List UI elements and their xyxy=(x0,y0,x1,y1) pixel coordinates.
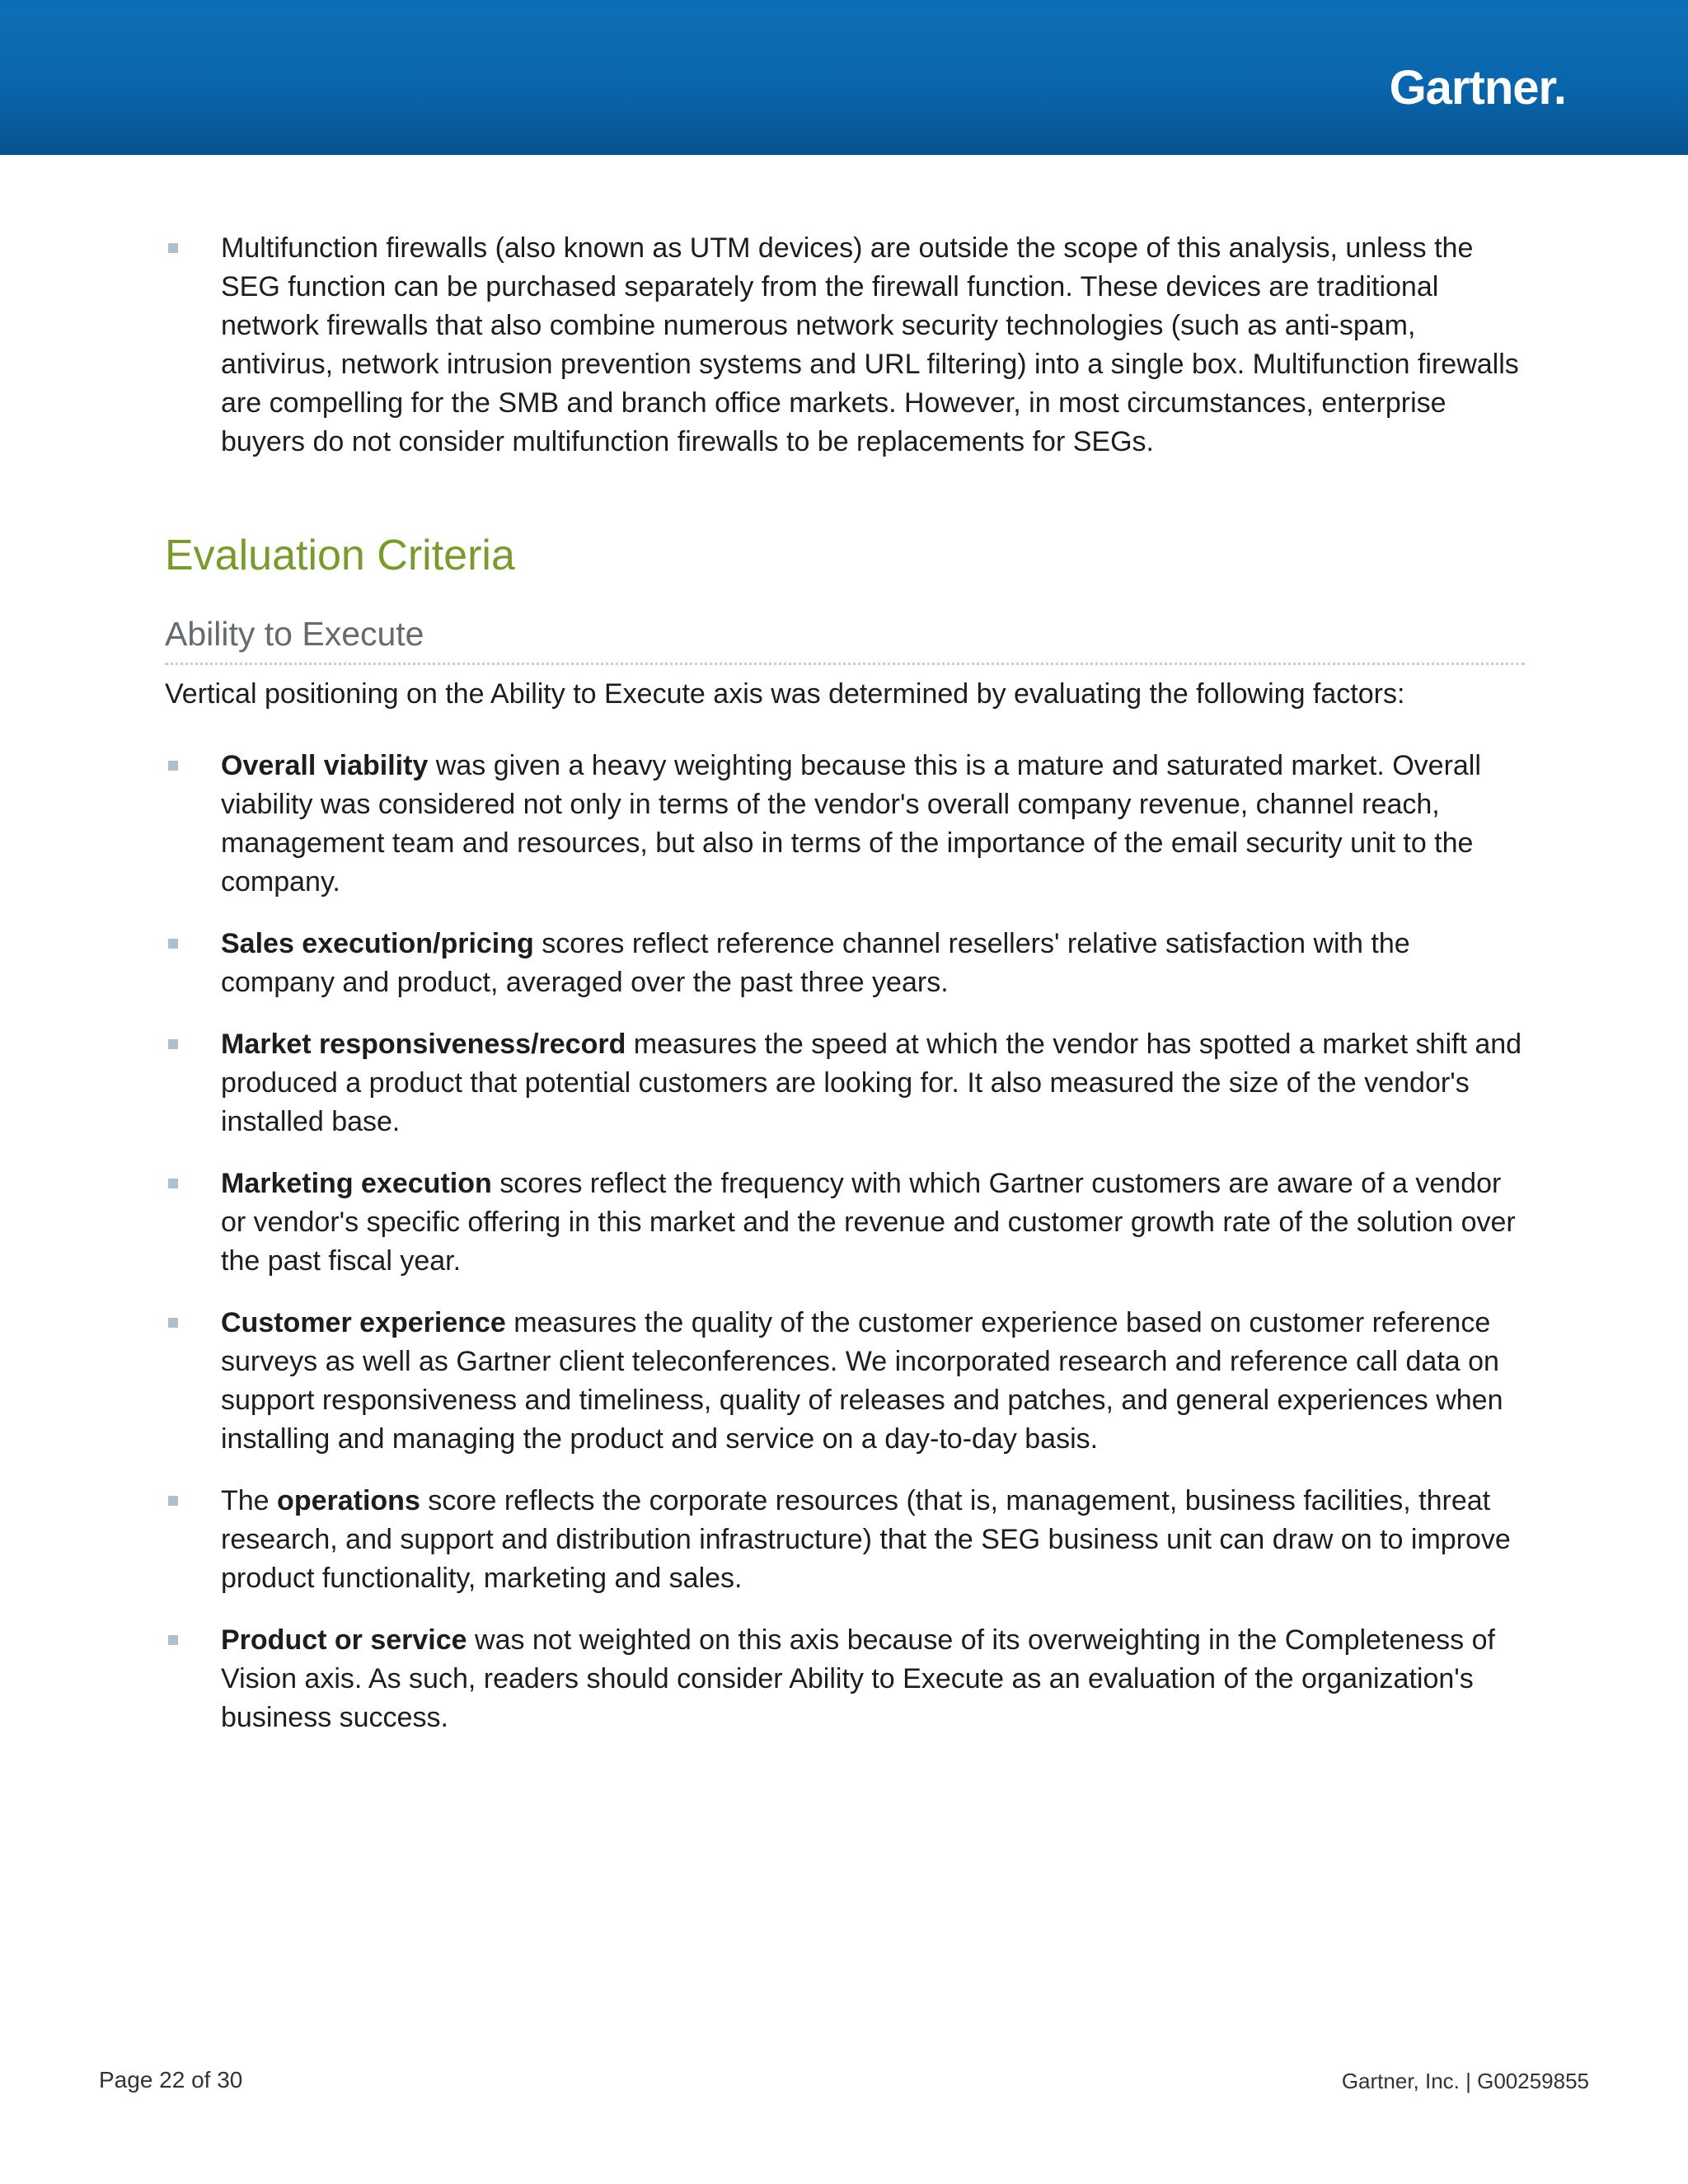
bullet-text: Multifunction firewalls (also known as UTM devices) are outside the scope of this analysis, unless the SEG function can be purchased separately from the firewall function. These devices are traditional network firewalls that also combine numerous network security technologies (such as anti-spam, antivirus, network intrusion prevention systems and URL filtering) into a single box. Multifunction firewalls are compelling for the SMB and branch office markets. However, in most circumstances, enterprise buyers do not consider multifunction firewalls to be replacements for SEGs. xyxy=(221,232,1519,457)
header-band xyxy=(0,0,1688,155)
criteria-term: Customer experience xyxy=(221,1307,506,1338)
criteria-list xyxy=(165,747,1525,1737)
criteria-term: operations xyxy=(277,1485,420,1516)
criteria-term: Overall viability xyxy=(221,750,429,781)
square-bullet-icon xyxy=(168,1039,178,1049)
criteria-description: scores reflect reference channel resellers' relative satisfaction with the company and product, averaged over the past three years. xyxy=(221,928,1410,998)
criteria-prefix: The xyxy=(221,1485,278,1516)
page-number: Page 22 of 30 xyxy=(99,2067,243,2093)
intro-bullet-list xyxy=(165,229,1525,462)
gartner-logo: Gartner. xyxy=(1389,61,1566,115)
criteria-description: scores reflect the frequency with which Gartner customers are aware of a vendor or vendor's specific offering in this market and the revenue and customer growth rate of the solution over the past fiscal year. xyxy=(221,1168,1516,1277)
subsection-heading: Ability to Execute xyxy=(165,613,1525,665)
criteria-description: score reflects the corporate resources (that is, management, business facilities, threat research, and support and distribution infrastructure) that the SEG business unit can draw on to improve product functionality, marketing and sales. xyxy=(221,1485,1511,1594)
section-heading: Evaluation Criteria xyxy=(165,532,515,579)
criteria-item xyxy=(165,1165,1525,1281)
criteria-item xyxy=(165,925,1525,1002)
square-bullet-icon xyxy=(168,243,178,253)
criteria-description: measures the speed at which the vendor has spotted a market shift and produced a product that potential customers are looking for. It also measured the size of the vendor's installed base. xyxy=(221,1029,1522,1137)
criteria-item xyxy=(165,1025,1525,1141)
criteria-description: was not weighted on this axis because of its overweighting in the Completeness of Vision axis. As such, readers should consider Ability to Execute as an evaluation of the organization's business success. xyxy=(221,1624,1495,1733)
list-item xyxy=(165,229,1525,462)
square-bullet-icon xyxy=(168,1318,178,1328)
criteria-term: Product or service xyxy=(221,1624,467,1656)
square-bullet-icon xyxy=(168,761,178,771)
square-bullet-icon xyxy=(168,1635,178,1645)
criteria-term: Marketing execution xyxy=(221,1168,492,1199)
criteria-description: was given a heavy weighting because this is a mature and saturated market. Overall viability was considered not only in terms of the vendor's overall company revenue, channel reach, management team and resources, but also in terms of the importance of the email security unit to the company. xyxy=(221,750,1481,898)
criteria-term: Sales execution/pricing xyxy=(221,928,534,959)
criteria-term: Market responsiveness/record xyxy=(221,1029,626,1060)
document-id: Gartner, Inc. | G00259855 xyxy=(1341,2069,1589,2093)
page-content xyxy=(165,229,1525,1760)
subsection-intro: Vertical positioning on the Ability to Execute axis was determined by evaluating the following factors: xyxy=(165,678,1405,710)
criteria-item xyxy=(165,1304,1525,1459)
criteria-item xyxy=(165,747,1525,902)
square-bullet-icon xyxy=(168,1179,178,1188)
criteria-description: measures the quality of the customer experience based on customer reference surveys as well as Gartner client teleconferences. We incorporated research and reference call data on support responsiveness and timeliness, quality of releases and patches, and general experiences when installing and managing the product and service on a day-to-day basis. xyxy=(221,1307,1503,1455)
criteria-item xyxy=(165,1621,1525,1737)
criteria-item xyxy=(165,1482,1525,1598)
square-bullet-icon xyxy=(168,939,178,949)
square-bullet-icon xyxy=(168,1496,178,1506)
